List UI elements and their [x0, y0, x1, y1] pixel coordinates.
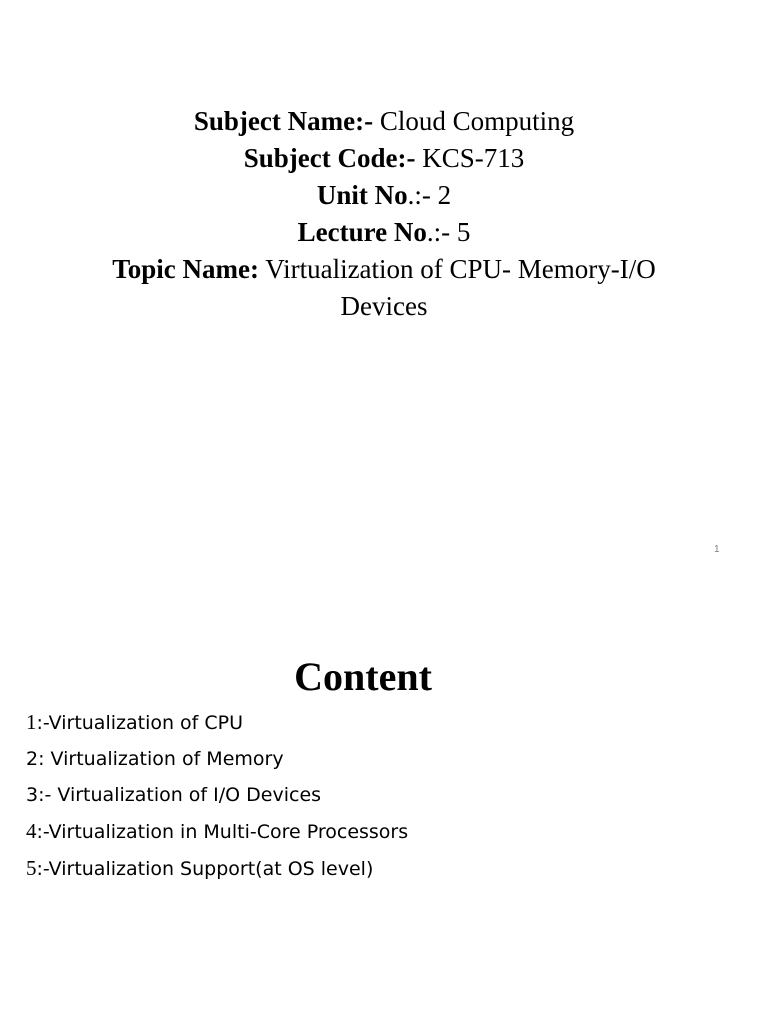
list-item-number: 4: [26, 819, 37, 843]
list-item-text: : Virtualization of Memory: [38, 748, 284, 770]
topic-line: [0, 251, 768, 288]
unit-line: [0, 177, 768, 214]
list-item: [26, 813, 408, 850]
subject-code-value: KCS-713: [422, 143, 525, 173]
list-item: [26, 777, 408, 813]
list-item-text: :-Virtualization Support(at OS level): [36, 858, 374, 880]
lecture-line: [0, 214, 768, 251]
subject-name-separator: :-: [355, 106, 380, 136]
topic-line-2: [0, 288, 768, 325]
unit-label: Unit No: [316, 180, 408, 210]
subject-name-value: Cloud Computing: [379, 106, 575, 136]
unit-separator: .:-: [407, 180, 438, 210]
subject-name-line: [0, 103, 768, 140]
content-heading: Content: [294, 654, 432, 699]
topic-label: Topic Name:: [112, 254, 259, 284]
subject-code-label: Subject Code: [243, 143, 398, 173]
list-item: [26, 850, 408, 887]
content-list: [26, 704, 408, 887]
subject-name-label: Subject Name: [193, 106, 356, 136]
list-item-text: :- Virtualization of I/O Devices: [38, 784, 322, 806]
list-item-number: 3: [26, 784, 39, 806]
topic-value-line1: Virtualization of CPU- Memory-I/O: [258, 254, 656, 284]
lecture-label: Lecture No: [297, 217, 427, 247]
lecture-separator: .:-: [426, 217, 457, 247]
slide-number: 1: [714, 544, 720, 555]
topic-value-line2: Devices: [340, 291, 428, 321]
list-item-text: :-Virtualization in Multi-Core Processors: [36, 821, 409, 843]
list-item-number: 5: [26, 856, 37, 880]
title-block: [0, 103, 768, 325]
list-item-number: 1: [26, 710, 37, 734]
list-item-number: 2: [26, 748, 39, 770]
list-item-text: :-Virtualization of CPU: [36, 712, 244, 734]
unit-value: 2: [437, 180, 452, 210]
list-item: [26, 704, 408, 741]
list-item: [26, 741, 408, 777]
subject-code-separator: :-: [397, 143, 423, 173]
subject-code-line: [0, 140, 768, 177]
lecture-value: 5: [456, 217, 471, 247]
